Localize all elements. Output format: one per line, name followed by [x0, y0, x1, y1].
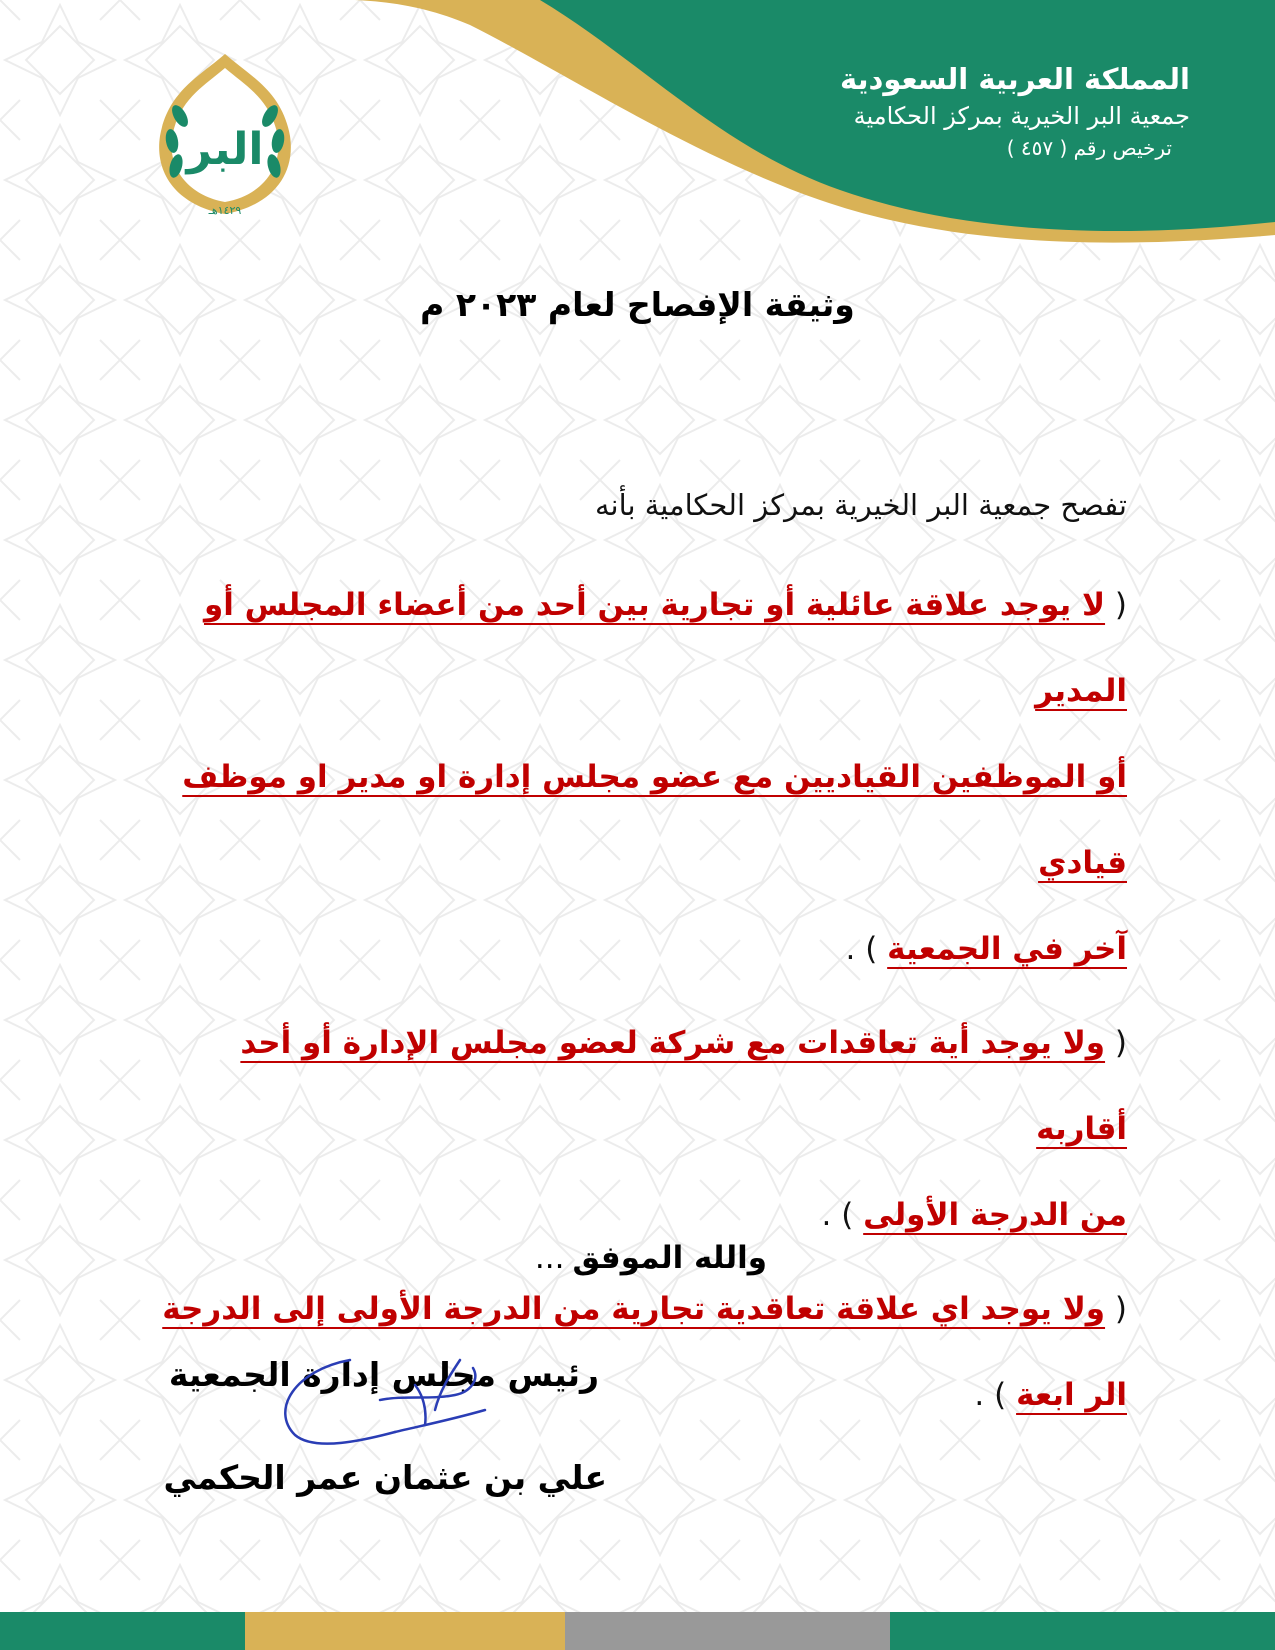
closing-phrase [535, 1240, 767, 1276]
document-title: وثيقة الإفصاح لعام ٢٠٢٣ م [420, 285, 855, 324]
header-text [840, 62, 1190, 160]
footer-segment-green-1 [0, 1612, 245, 1650]
clause-1: ( لا يوجد علاقة عائلية أو تجارية بين أحد من أعضاء المجلس أو المدير أو الموظفين القياديين مع عضو مجلس إدارة او مدير او موظف قيادي آخر في الجمعية ) . [182, 587, 1127, 967]
closing-dots: ... [534, 1240, 565, 1276]
document-body [142, 488, 1127, 1446]
clause-1-line-3: آخر في الجمعية [887, 931, 1127, 967]
organization-name: جمعية البر الخيرية بمركز الحكامية [853, 102, 1190, 130]
footer-segment-gray [565, 1612, 890, 1650]
clause-2: ( ولا يوجد أية تعاقدات مع شركة لعضو مجلس الإدارة أو أحد أقاربه من الدرجة الأولى ) . [240, 1025, 1127, 1233]
clause-1-line-2: أو الموظفين القياديين مع عضو مجلس إدارة او مدير او موظف قيادي [182, 759, 1127, 881]
logo-year: ١٤٢٩هـ [208, 204, 242, 217]
footer-segment-gold [245, 1612, 565, 1650]
clause-2-line-2: من الدرجة الأولى [863, 1197, 1127, 1233]
intro-text: تفصح جمعية البر الخيرية بمركز الحكامية بأنه [595, 488, 1127, 522]
organization-logo [140, 46, 310, 221]
closing-text: والله الموفق [572, 1240, 767, 1276]
clause-2-line-1: ولا يوجد أية تعاقدات مع شركة لعضو مجلس الإدارة أو أحد أقاربه [240, 1025, 1127, 1147]
clause-3-line-2: الر ابعة [1016, 1377, 1127, 1413]
signatory-name: علي بن عثمان عمر الحكمي [163, 1458, 607, 1497]
clause-3: ( ولا يوجد اي علاقة تعاقدية تجارية من الدرجة الأولى إلى الدرجة الر ابعة ) . [162, 1291, 1127, 1413]
logo-text: البر [186, 124, 264, 175]
footer-bar [0, 1612, 1275, 1650]
license-number: ترخيص رقم ( ٤٥٧ ) [1006, 136, 1172, 160]
footer-segment-green-2 [890, 1612, 1275, 1650]
country-name: المملكة العربية السعودية [840, 62, 1190, 96]
clause-1-line-1: لا يوجد علاقة عائلية أو تجارية بين أحد من أعضاء المجلس أو المدير [203, 587, 1127, 709]
signatory-title: رئيس مجلس إدارة الجمعية [168, 1355, 599, 1394]
handwritten-signature [255, 1340, 535, 1480]
clause-3-line-1: ولا يوجد اي علاقة تعاقدية تجارية من الدرجة الأولى إلى الدرجة [162, 1291, 1106, 1327]
